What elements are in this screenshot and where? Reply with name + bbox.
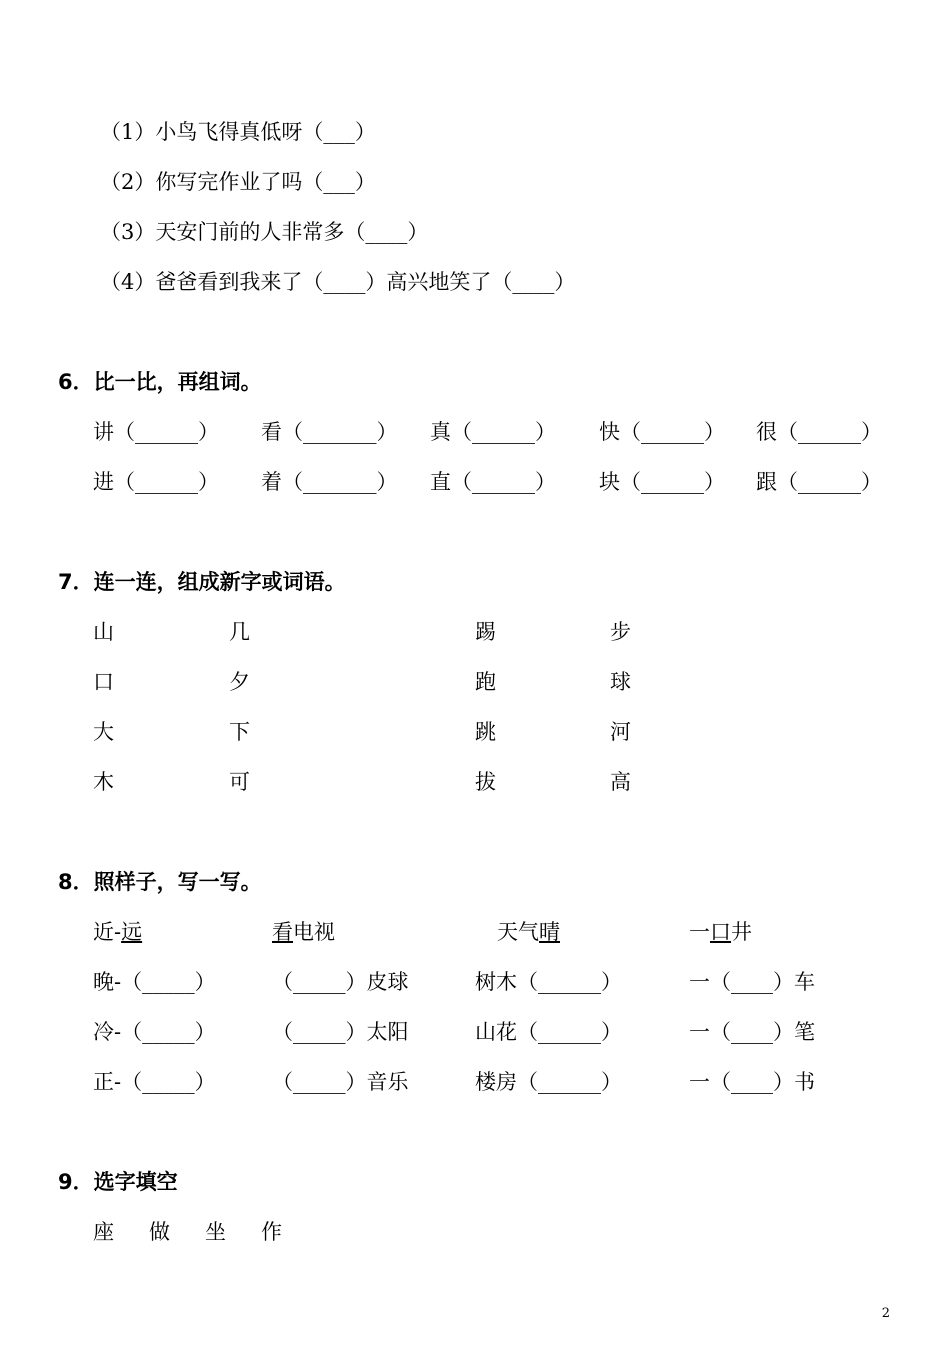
page-number: 2 (881, 1306, 890, 1321)
q8-row2-item-3: 山花（______） (475, 1020, 622, 1044)
q9-char-option: 作 (261, 1220, 282, 1244)
q8-example-1-underlined: 远 (121, 920, 143, 944)
q7-col2-char: 夕 (229, 670, 250, 694)
q9-char-option: 座 (93, 1220, 114, 1244)
q8-example-4 (689, 919, 752, 945)
q8-row2-item-1: 冷-（_____） (93, 1020, 216, 1044)
q6-row1-item-4: 快（______） (599, 420, 725, 444)
q5-item-1: （1）小鸟飞得真低呀（___） (100, 120, 376, 144)
q6-row1-item-2: 看（_______） (261, 420, 398, 444)
q6-row2-item-1: 进（______） (93, 470, 219, 494)
q8-example-3 (497, 919, 560, 945)
q7-col4-word: 球 (610, 670, 631, 694)
q8-example-1-word: 近- (93, 920, 122, 944)
q6-row2-item-5: 跟（______） (756, 470, 882, 494)
q7-col3-word: 跳 (475, 720, 496, 744)
q8-example-3-word: 天气 (497, 920, 539, 944)
q7-col4-word: 河 (610, 720, 631, 744)
q9-char-option: 做 (149, 1220, 170, 1244)
q8-example-2 (272, 919, 335, 945)
q7-col1-char: 口 (93, 670, 114, 694)
q8-row3-item-3: 楼房（______） (475, 1070, 622, 1094)
q9-char-option: 坐 (205, 1220, 226, 1244)
q6-row2-item-4: 块（______） (599, 470, 725, 494)
q8-row2-item-2: （_____）太阳 (272, 1020, 409, 1044)
q8-row1-item-3: 树木（______） (475, 970, 622, 994)
q8-row3-item-4: 一（____）书 (689, 1070, 815, 1094)
q5-item-2: （2）你写完作业了吗（___） (100, 170, 376, 194)
q8-example-4-word: 一 (689, 920, 710, 944)
q8-row1-item-2: （_____）皮球 (272, 970, 409, 994)
q6-title: 6．比一比，再组词。 (58, 370, 262, 394)
q5-item-4: （4）爸爸看到我来了（____）高兴地笑了（____） (100, 270, 576, 294)
q8-example-4-underlined: 口 (710, 920, 731, 944)
q7-col1-char: 大 (93, 720, 114, 744)
q8-row3-item-2: （_____）音乐 (272, 1070, 409, 1094)
q5-item-3: （3）天安门前的人非常多（____） (100, 220, 429, 244)
q6-row1-item-1: 讲（______） (93, 420, 219, 444)
q7-col2-char: 可 (229, 770, 250, 794)
q7-col4-word: 步 (610, 620, 631, 644)
q8-row3-item-1: 正-（_____） (93, 1070, 216, 1094)
q7-col4-word: 高 (610, 770, 631, 794)
q6-row1-item-3: 真（______） (430, 420, 556, 444)
q6-row2-item-3: 直（______） (430, 470, 556, 494)
q7-col2-char: 几 (229, 620, 250, 644)
q7-col3-word: 踢 (475, 620, 496, 644)
q8-example-2-word: 电视 (293, 920, 335, 944)
q7-col1-char: 山 (93, 620, 114, 644)
q8-example-4-word-end: 井 (731, 920, 752, 944)
q6-row2-item-2: 着（_______） (261, 470, 398, 494)
q6-row1-item-5: 很（______） (756, 420, 882, 444)
q8-example-3-underlined: 晴 (539, 920, 560, 944)
q7-col3-word: 拔 (475, 770, 496, 794)
q8-example-2-underlined: 看 (272, 920, 293, 944)
q7-col3-word: 跑 (475, 670, 496, 694)
q7-title: 7．连一连，组成新字或词语。 (58, 570, 346, 594)
q7-col2-char: 下 (229, 720, 250, 744)
q8-example-1 (93, 919, 142, 945)
q8-title: 8．照样子，写一写。 (58, 870, 262, 894)
q9-title: 9．选字填空 (58, 1170, 178, 1194)
q8-row1-item-1: 晚-（_____） (93, 970, 216, 994)
q8-row1-item-4: 一（____）车 (689, 970, 815, 994)
q8-row2-item-4: 一（____）笔 (689, 1020, 815, 1044)
q7-col1-char: 木 (93, 770, 114, 794)
